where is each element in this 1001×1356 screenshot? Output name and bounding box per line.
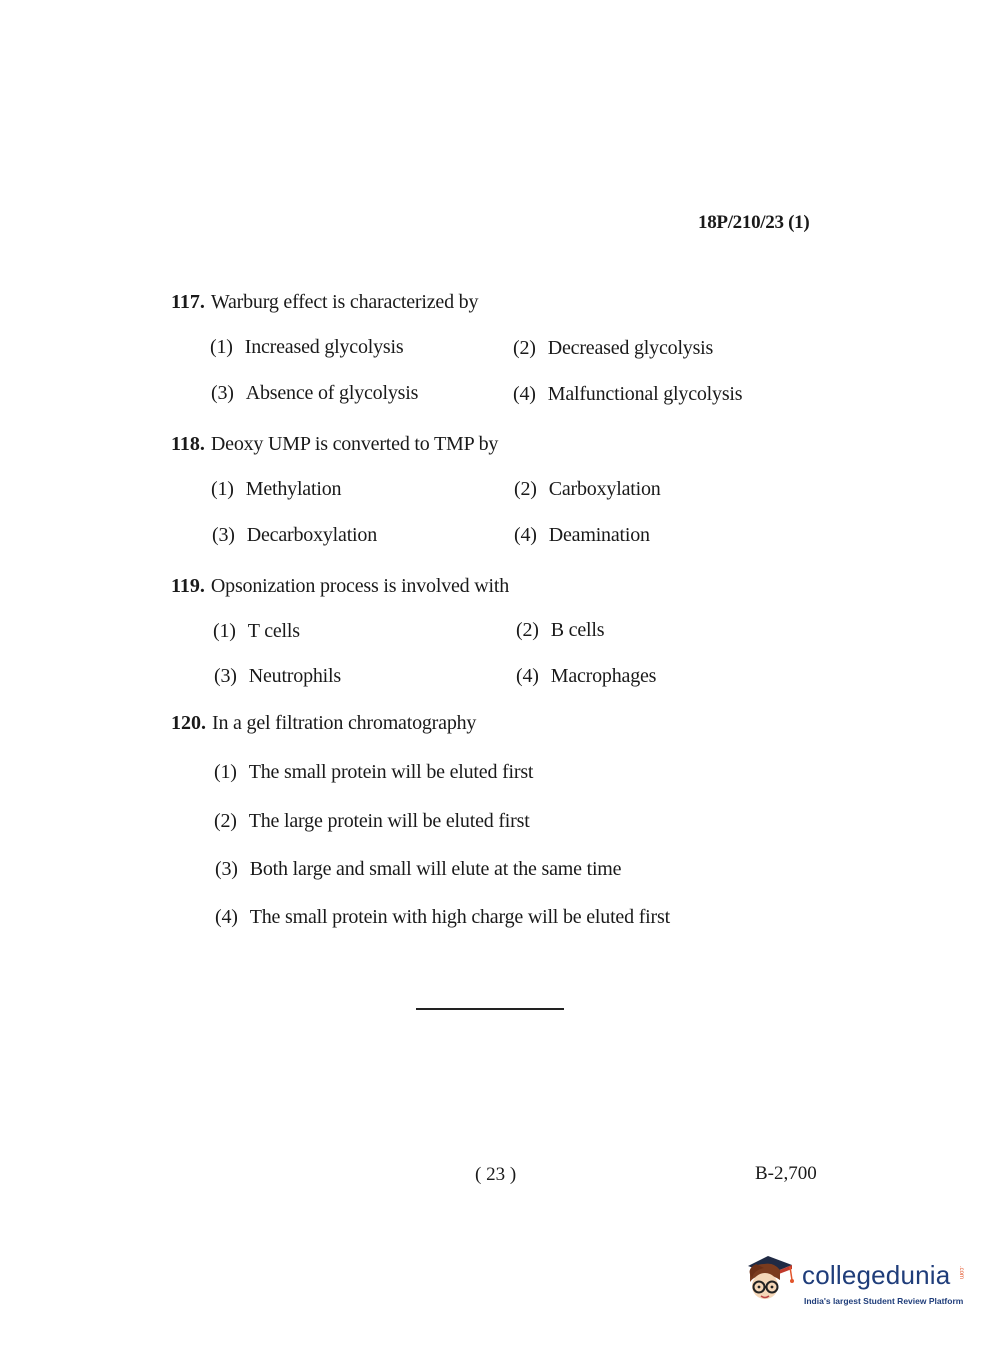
option-text: Macrophages: [550, 665, 657, 687]
option-118-2: [514, 478, 661, 501]
option-number: (3): [214, 665, 237, 687]
option-119-4: [516, 665, 656, 688]
option-text: The large protein will be eluted first: [248, 810, 530, 832]
option-119-3: [214, 665, 341, 688]
option-text: Malfunctional glycolysis: [547, 383, 743, 405]
option-number: (2): [214, 810, 237, 832]
option-number: (4): [215, 906, 238, 928]
option-text: Carboxylation: [548, 478, 661, 500]
brand-domain-suffix: .com: [958, 1266, 964, 1280]
question-text: Warburg effect is characterized by: [210, 291, 479, 313]
question-number: 118.: [171, 433, 205, 455]
option-117-4: [513, 383, 742, 406]
collegedunia-logo: [742, 1250, 972, 1320]
option-119-1: [213, 620, 300, 643]
option-117-3: [211, 382, 418, 405]
option-text: B cells: [550, 619, 605, 641]
option-number: (4): [514, 524, 537, 546]
question-text: Deoxy UMP is converted to TMP by: [210, 433, 499, 455]
option-number: (2): [514, 478, 537, 500]
option-text: The small protein will be eluted first: [248, 761, 534, 783]
option-number: (3): [212, 524, 235, 546]
option-120-1: [214, 761, 533, 784]
option-text: Neutrophils: [248, 665, 341, 687]
graduate-mascot-icon: [742, 1250, 800, 1308]
option-number: (2): [516, 619, 539, 641]
question-text: Opsonization process is involved with: [210, 575, 510, 597]
question-117: [171, 291, 478, 314]
option-120-3: [215, 858, 621, 881]
question-118: [171, 433, 498, 456]
option-number: (4): [513, 383, 536, 405]
option-text: Absence of glycolysis: [245, 382, 419, 404]
option-number: (1): [211, 478, 234, 500]
option-118-4: [514, 524, 650, 547]
option-number: (1): [213, 620, 236, 642]
option-number: (1): [214, 761, 237, 783]
option-text: Increased glycolysis: [244, 336, 404, 358]
option-number: (4): [516, 665, 539, 687]
option-119-2: [516, 619, 604, 642]
option-117-2: [513, 337, 713, 360]
brand-tagline: India's largest Student Review Platform: [804, 1296, 964, 1306]
option-text: Methylation: [245, 478, 342, 500]
option-text: Decarboxylation: [246, 524, 378, 546]
question-number: 117.: [171, 291, 205, 313]
option-118-1: [211, 478, 341, 501]
option-number: (3): [211, 382, 234, 404]
option-number: (3): [215, 858, 238, 880]
page-number: ( 23 ): [475, 1164, 517, 1185]
question-119: [171, 575, 509, 598]
paper-code: 18P/210/23 (1): [698, 212, 810, 233]
option-number: (2): [513, 337, 536, 359]
option-text: The small protein with high charge will be eluted first: [249, 906, 670, 928]
end-divider: [416, 1008, 564, 1010]
option-number: (1): [210, 336, 233, 358]
option-text: Decreased glycolysis: [547, 337, 714, 359]
option-118-3: [212, 524, 377, 547]
option-120-2: [214, 810, 530, 833]
option-text: Both large and small will elute at the same time: [249, 858, 622, 880]
brand-name: collegedunia: [802, 1260, 951, 1290]
question-120: [171, 712, 476, 735]
option-text: Deamination: [548, 524, 650, 546]
question-text: In a gel filtration chromatography: [212, 712, 477, 734]
option-117-1: [210, 336, 403, 359]
print-run: B-2,700: [755, 1163, 817, 1184]
option-120-4: [215, 906, 670, 929]
question-number: 120.: [171, 712, 206, 734]
option-text: T cells: [247, 620, 300, 642]
question-number: 119.: [171, 575, 205, 597]
